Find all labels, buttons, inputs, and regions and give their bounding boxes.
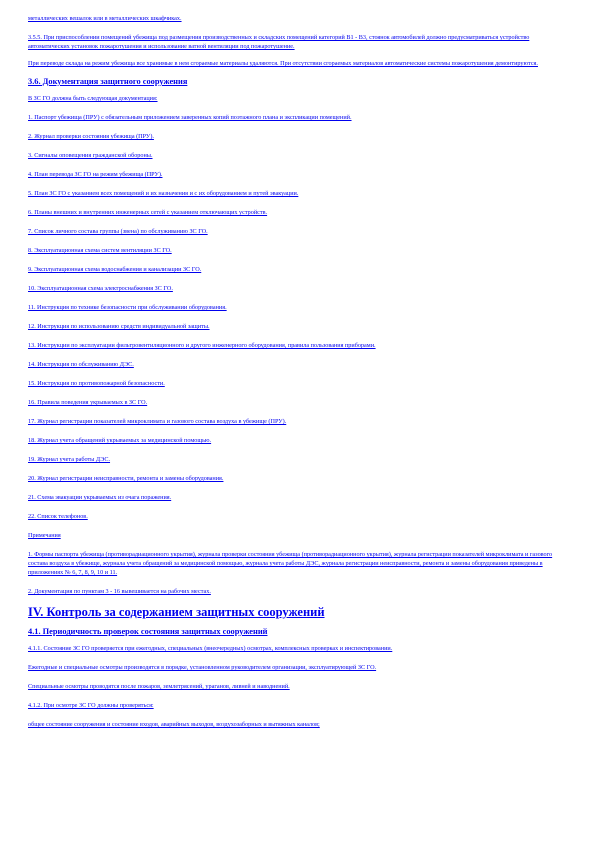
paragraph-4-1-1[interactable]: 4.1.1. Состояние ЗС ГО проверяется при ежегодных, специальных (внеочередных) осмотрах, комплексных проверках и инспектировании. (28, 645, 393, 652)
list-item[interactable]: 12. Инструкция по использованию средств индивидуальной защиты. (28, 323, 210, 330)
list-item[interactable]: 6. Планы внешних и внутренних инженерных сетей с указанием отключающих устройств. (28, 209, 268, 216)
paragraph-special[interactable]: Специальные осмотры проводятся после пожаров, землетрясений, ураганов, ливней и наводнений. (28, 683, 290, 690)
paragraph-doc-intro[interactable]: В ЗС ГО должна быть следующая документация: (28, 95, 158, 102)
paragraph-annual[interactable]: Ежегодные и специальные осмотры производятся в порядке, установленном руководителем организации, эксплуатирующей ЗС ГО. (28, 664, 377, 671)
list-item[interactable]: 7. Список личного состава группы (звена) по обслуживанию ЗС ГО. (28, 228, 208, 235)
list-item[interactable]: 20. Журнал регистрации неисправности, ремонта и замены оборудования. (28, 475, 224, 482)
list-item[interactable]: 2. Журнал проверки состояния убежища (ПРУ). (28, 133, 154, 140)
paragraph-4-1-2[interactable]: 4.1.2. При осмотре ЗС ГО должны проверяться: (28, 702, 154, 709)
note-2[interactable]: 2. Документация по пунктам 3 - 16 вывешивается на рабочих местах. (28, 588, 211, 595)
list-item[interactable]: 22. Список телефонов. (28, 513, 88, 520)
list-item[interactable]: 13. Инструкции по эксплуатации фильтровентиляционного и другого инженерного оборудования, правила пользования приборами. (28, 342, 376, 349)
list-item[interactable]: 9. Эксплуатационная схема водоснабжения и канализации ЗС ГО. (28, 266, 202, 273)
list-item[interactable]: 15. Инструкция по противопожарной безопасности. (28, 380, 165, 387)
list-item[interactable]: 10. Эксплуатационная схема электроснабжения ЗС ГО. (28, 285, 173, 292)
list-item[interactable]: 5. План ЗС ГО с указанием всех помещений и их назначения и с их оборудованием и путей эвакуации. (28, 190, 299, 197)
list-item[interactable]: 16. Правила поведения укрываемых в ЗС ГО. (28, 399, 148, 406)
paragraph-general-state[interactable]: общее состояние сооружения и состояние входов, аварийных выходов, воздухозаборных и вытяжных каналов; (28, 721, 320, 728)
notes-heading[interactable]: Примечания (28, 532, 61, 539)
list-item[interactable]: 4. План перевода ЗС ГО на режим убежища (ПРУ). (28, 171, 163, 178)
list-item[interactable]: 18. Журнал учета обращений укрываемых за медицинской помощью. (28, 437, 212, 444)
list-item[interactable]: 14. Инструкция по обслуживанию ДЭС. (28, 361, 134, 368)
list-item[interactable]: 11. Инструкция по технике безопасности при обслуживании оборудования. (28, 304, 227, 311)
section-heading-3-6[interactable]: 3.6. Документация защитного сооружения (28, 77, 188, 86)
list-item[interactable]: 17. Журнал регистрации показателей микроклимата и газового состава воздуха в убежище (ПРУ). (28, 418, 287, 425)
section-heading-4-1[interactable]: 4.1. Периодичность проверок состояния защитных сооружений (28, 627, 268, 636)
section-heading-iv[interactable]: IV. Контроль за содержанием защитных сооружений (28, 605, 325, 619)
paragraph-continuation[interactable]: металлических вешалок или в металлических шкафчиках. (28, 15, 182, 22)
list-item[interactable]: 19. Журнал учета работы ДЭС. (28, 456, 111, 463)
list-item[interactable]: 3. Сигналы оповещения гражданской обороны. (28, 152, 153, 159)
list-item[interactable]: 8. Эксплуатационная схема систем вентиляции ЗС ГО. (28, 247, 172, 254)
list-item[interactable]: 1. Паспорт убежища (ПРУ) с обязательным приложением заверенных копий поэтажного плана и экспликации помещений. (28, 114, 352, 121)
paragraph-warehouse[interactable]: При переводе склада на режим убежища все хранимые в нем сгораемые материалы удаляются. При отсутствии сгораемых материалов автоматические системы пожаротушения демонтируются. (28, 60, 538, 67)
paragraph-3-5-5[interactable]: 3.5.5. При приспособлении помещений убежища под размещения производственных и складских помещений категорий В1 - В3, стоянок автомобилей должно предусматриваться устройство автоматических установок пожаротушения и использование ватной вентиляции под пожаротушение. (28, 34, 530, 50)
note-1[interactable]: 1. Формы паспорта убежища (противорадиационного укрытия), журнала проверки состояния убежища (противорадиационного укрытия), журнала регистрации показателей микроклимата и газового состава воздуха в убежище, журнала учета обращений за медицинской помощью, журнала учета работы ДЭС, журнала регистрации неисправности, ремонта и замены оборудования приведены в приложениях № 6, 7, 8, 9, 10 и 11. (28, 551, 553, 576)
list-item[interactable]: 21. Схема эвакуации укрываемых из очага поражения. (28, 494, 172, 501)
